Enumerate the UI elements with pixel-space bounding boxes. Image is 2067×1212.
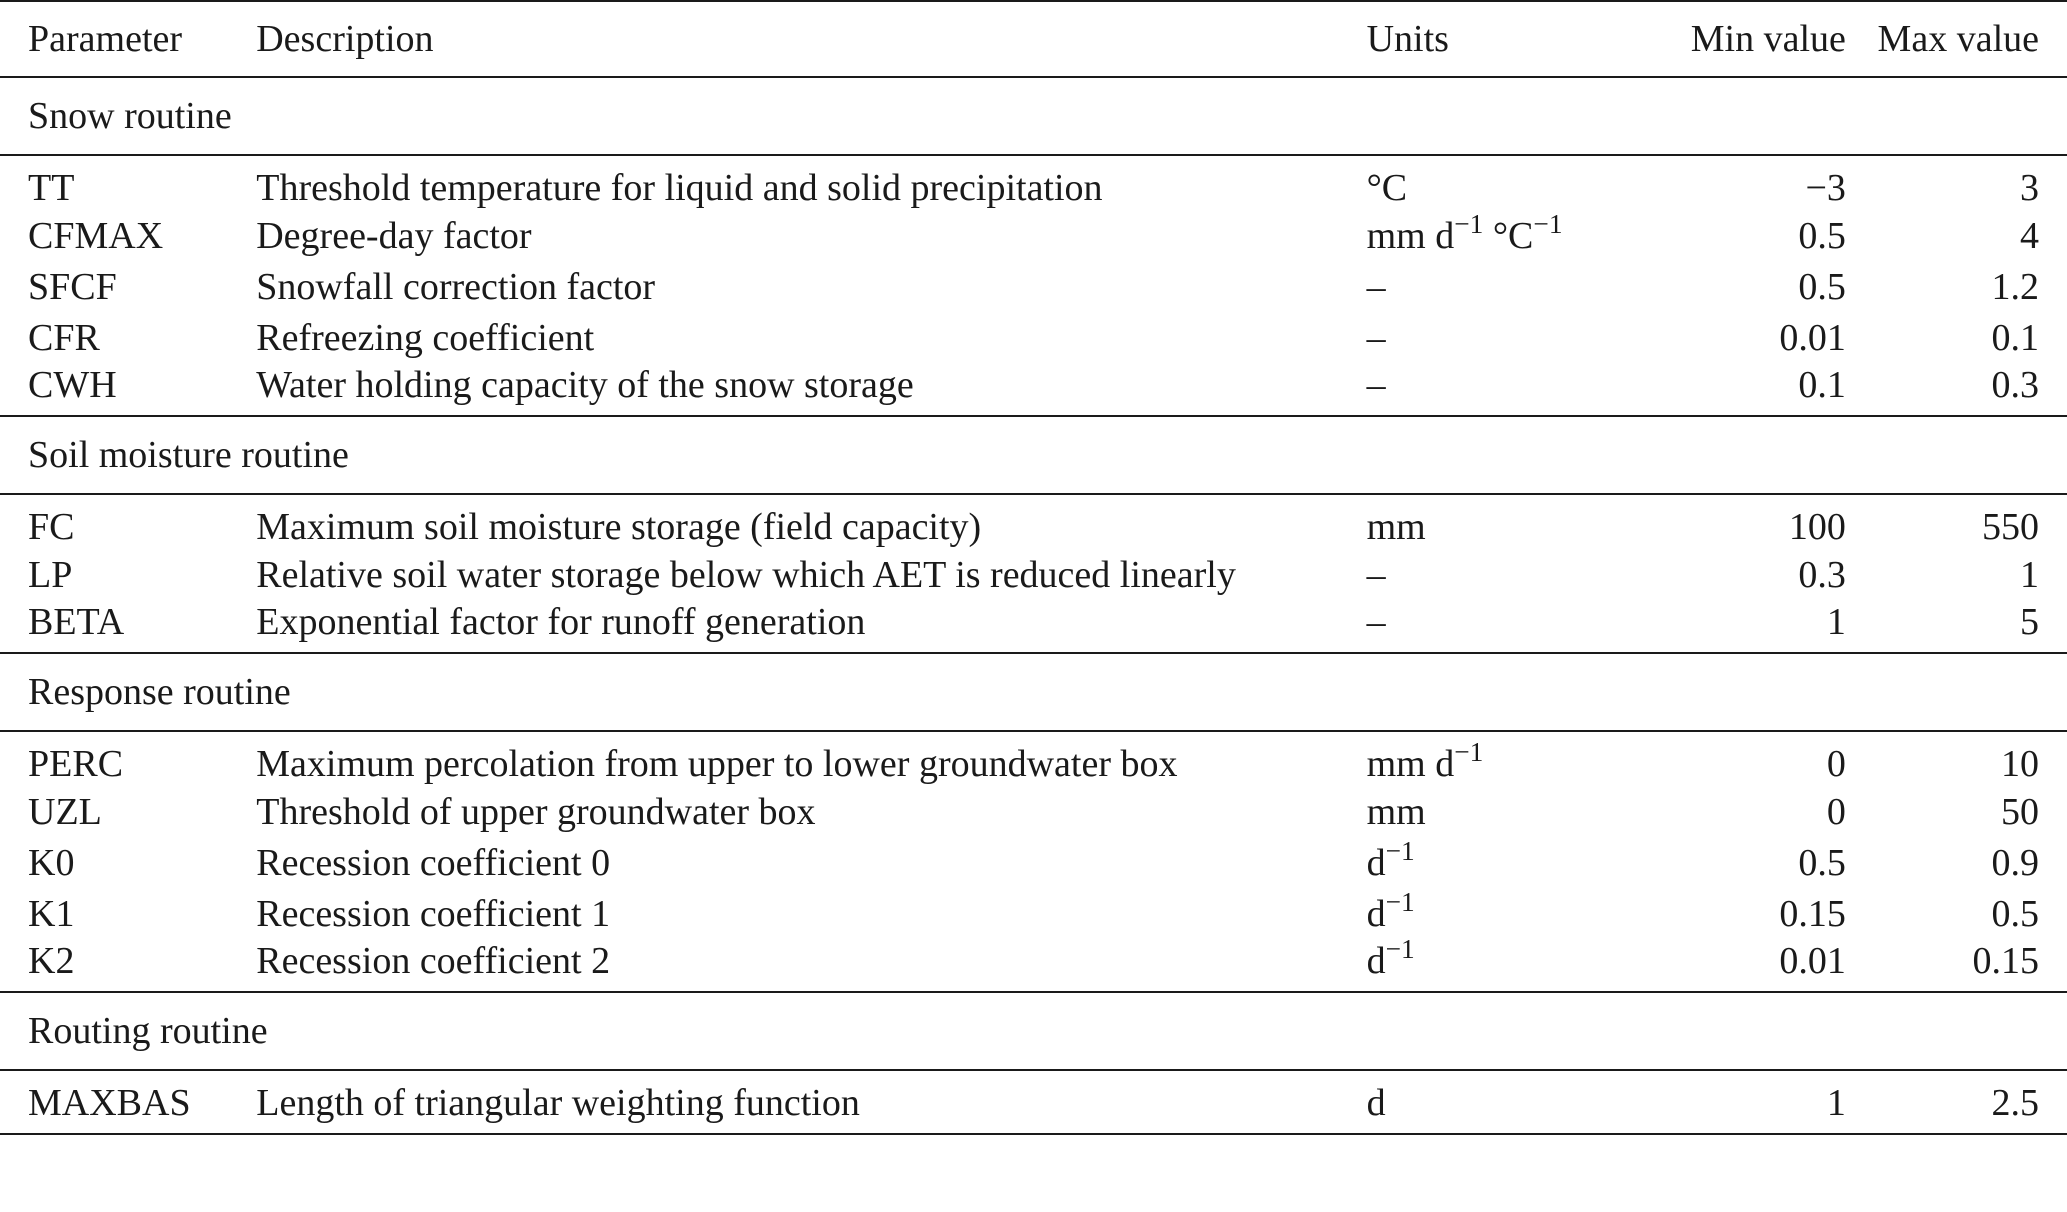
table-row — [0, 731, 2067, 786]
unit-base: d — [1366, 892, 1386, 935]
param-units — [1367, 731, 1626, 786]
param-units — [1367, 837, 1626, 888]
param-min-value: 0 — [1826, 743, 1846, 785]
unit-base: d — [1366, 940, 1386, 982]
group-parameters — [0, 1070, 2067, 1134]
header-row — [0, 1, 2067, 77]
unit-base: mm d — [1366, 214, 1455, 257]
unit-exponent: −1 — [1385, 886, 1415, 917]
param-description: Recession coefficient 0 — [256, 841, 611, 884]
table-row — [0, 210, 2067, 261]
param-description: Recession coefficient 1 — [256, 892, 611, 935]
table-header — [0, 1, 2067, 77]
group-section — [0, 416, 2067, 494]
table-row — [0, 1070, 2067, 1134]
header-description: Description — [256, 18, 434, 60]
param-max-value: 1.2 — [1991, 265, 2039, 308]
table-row — [0, 494, 2067, 549]
param-units — [1367, 888, 1626, 939]
param-units — [1366, 933, 1626, 992]
header-min-value: Min value — [1690, 18, 1846, 60]
group-section — [0, 992, 2067, 1070]
param-min-value: 0.15 — [1779, 892, 1846, 935]
unit-base: mm — [1366, 790, 1426, 833]
param-max-value: 2.5 — [1991, 1082, 2039, 1124]
param-max-value: 0.15 — [1972, 940, 2039, 982]
group-title-row — [0, 992, 2067, 1070]
param-description: Water holding capacity of the snow storage — [256, 364, 914, 406]
param-name: CWH — [28, 364, 117, 406]
unit-base: mm d — [1366, 743, 1455, 785]
group-title: Response routine — [28, 671, 291, 713]
param-name: BETA — [28, 601, 125, 643]
param-min-value: −3 — [1805, 167, 1846, 209]
param-max-value: 3 — [2020, 167, 2039, 209]
table-row — [0, 363, 2067, 416]
unit-exponent: −1 — [1454, 736, 1484, 767]
group-title: Snow routine — [28, 95, 232, 137]
param-units — [1367, 1070, 1626, 1134]
group-parameters — [0, 494, 2067, 653]
param-units — [1367, 600, 1626, 653]
param-name: FC — [28, 506, 75, 548]
unit-exponent-2: −1 — [1533, 208, 1563, 239]
param-units — [1367, 549, 1626, 600]
param-description: Maximum soil moisture storage (field capacity) — [256, 506, 982, 548]
param-max-value: 50 — [2001, 790, 2039, 833]
param-max-value: 0.3 — [1991, 364, 2039, 406]
group-section — [0, 77, 2067, 155]
param-name: TT — [28, 167, 75, 209]
param-min-value: 100 — [1788, 506, 1846, 548]
param-description: Maximum percolation from upper to lower groundwater box — [256, 743, 1178, 785]
param-name: UZL — [28, 790, 102, 833]
group-section — [0, 653, 2067, 731]
param-min-value: 0.01 — [1779, 940, 1846, 982]
param-name: CFR — [28, 316, 100, 359]
table-row — [0, 888, 2067, 939]
unit-base: – — [1366, 364, 1386, 406]
table-row — [0, 549, 2067, 600]
param-units — [1367, 312, 1626, 363]
param-min-value: 1 — [1826, 1082, 1846, 1124]
group-parameters — [0, 155, 2067, 416]
param-description: Degree-day factor — [256, 214, 532, 257]
param-description: Snowfall correction factor — [256, 265, 656, 308]
param-description: Threshold of upper groundwater box — [256, 790, 816, 833]
group-parameters — [0, 731, 2067, 992]
param-min-value: 0.5 — [1798, 265, 1846, 308]
param-units — [1367, 261, 1626, 312]
param-max-value: 4 — [2020, 214, 2039, 257]
param-description: Refreezing coefficient — [256, 316, 595, 359]
table-row — [0, 261, 2067, 312]
unit-base: mm — [1366, 506, 1426, 548]
param-name: K1 — [28, 892, 75, 935]
param-min-value: 0.3 — [1798, 553, 1846, 596]
param-name: K2 — [28, 940, 75, 982]
param-description: Recession coefficient 2 — [256, 940, 611, 982]
header-units: Units — [1366, 18, 1449, 60]
param-name: K0 — [28, 841, 75, 884]
param-units — [1367, 210, 1626, 261]
table-row — [0, 312, 2067, 363]
param-min-value: 0 — [1826, 790, 1846, 833]
table-row — [0, 600, 2067, 653]
table-row — [0, 155, 2067, 210]
table-row — [0, 837, 2067, 888]
param-max-value: 0.1 — [1991, 316, 2039, 359]
param-description: Threshold temperature for liquid and solid precipitation — [256, 167, 1103, 209]
param-description: Relative soil water storage below which AET is reduced linearly — [256, 553, 1236, 596]
param-description: Length of triangular weighting function — [256, 1082, 860, 1124]
param-min-value: 0.01 — [1779, 316, 1846, 359]
param-min-value: 0.5 — [1798, 841, 1846, 884]
param-name: CFMAX — [28, 214, 164, 257]
param-name: PERC — [28, 743, 124, 785]
param-description: Exponential factor for runoff generation — [256, 601, 866, 643]
unit-base: – — [1366, 316, 1386, 359]
param-min-value: 1 — [1826, 601, 1846, 643]
param-min-value: 0.1 — [1798, 364, 1846, 406]
header-parameter: Parameter — [28, 18, 183, 60]
group-title: Routing routine — [28, 1010, 268, 1052]
header-max-value: Max value — [1877, 18, 2039, 60]
param-max-value: 1 — [2020, 553, 2039, 596]
group-title-row — [0, 416, 2067, 494]
unit-tail: °C — [1483, 214, 1534, 257]
unit-exponent: −1 — [1454, 208, 1484, 239]
param-units — [1367, 494, 1626, 549]
param-max-value: 10 — [2001, 743, 2039, 785]
unit-base: d — [1366, 841, 1386, 884]
unit-base: °C — [1366, 167, 1408, 209]
unit-base: – — [1366, 553, 1386, 596]
param-max-value: 5 — [2020, 601, 2039, 643]
param-max-value: 0.9 — [1991, 841, 2039, 884]
table-row — [0, 939, 2067, 992]
param-name: SFCF — [28, 265, 117, 308]
param-units — [1367, 363, 1626, 416]
table-row — [0, 786, 2067, 837]
unit-exponent: −1 — [1385, 933, 1415, 964]
param-name: MAXBAS — [28, 1082, 191, 1124]
group-title: Soil moisture routine — [28, 434, 349, 476]
group-title-row — [0, 653, 2067, 731]
unit-base: – — [1366, 265, 1386, 308]
unit-base: – — [1366, 601, 1386, 643]
param-name: LP — [28, 553, 73, 596]
param-max-value: 550 — [1982, 506, 2039, 548]
param-max-value: 0.5 — [1991, 892, 2039, 935]
param-units — [1367, 786, 1626, 837]
param-units — [1367, 155, 1626, 210]
group-title-row — [0, 77, 2067, 155]
unit-base: d — [1366, 1082, 1386, 1124]
unit-exponent: −1 — [1385, 835, 1415, 866]
param-min-value: 0.5 — [1798, 214, 1846, 257]
